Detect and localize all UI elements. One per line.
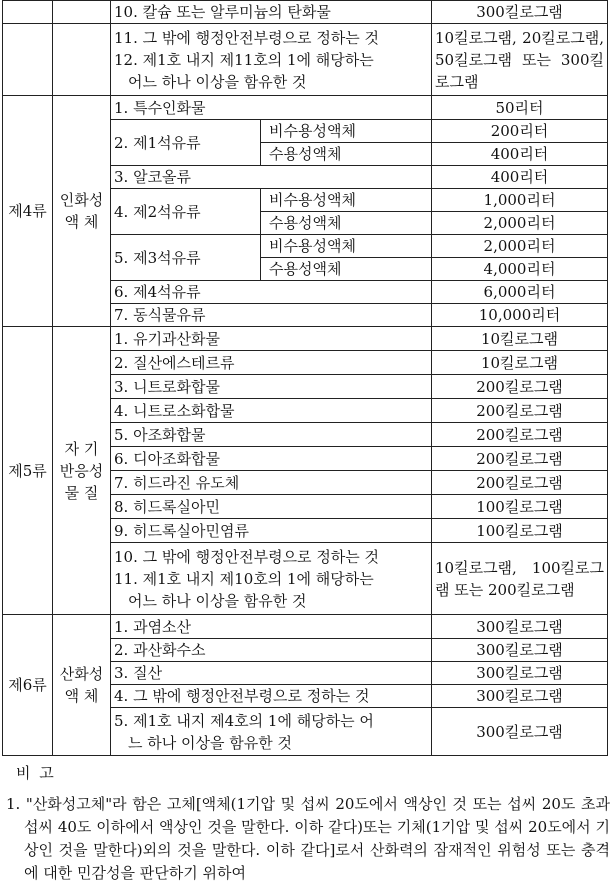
item-amount: 200킬로그램 bbox=[432, 447, 608, 471]
item-label: 2. 제1석유류 bbox=[111, 120, 261, 166]
item-amount: 2,000리터 bbox=[432, 212, 608, 235]
class-name-line: 자 기 bbox=[64, 439, 99, 458]
item-label: 9. 히드록실아민염류 bbox=[111, 519, 432, 543]
item-label: 2. 질산에스테르류 bbox=[111, 351, 432, 375]
item-label: 5. 제3석유류 bbox=[111, 235, 261, 281]
sub-item-label: 수용성액체 bbox=[261, 258, 432, 281]
blank-name-cell bbox=[53, 24, 111, 96]
item-amount: 300킬로그램 bbox=[432, 1, 608, 24]
item-label: 7. 동식물유류 bbox=[111, 304, 432, 327]
class-name bbox=[53, 615, 111, 756]
item-label: 4. 니트로소화합물 bbox=[111, 399, 432, 423]
item-amount: 100킬로그램 bbox=[432, 495, 608, 519]
notes-title: 비 고 bbox=[16, 764, 56, 782]
blank-class-cell bbox=[3, 24, 53, 96]
item-label: 10. 칼슘 또는 알루미늄의 탄화물 bbox=[111, 1, 432, 24]
item-amount: 10킬로그램, 100킬로그램 또는 200킬로그램 bbox=[432, 543, 608, 615]
class-name-line: 액 체 bbox=[64, 687, 99, 705]
sub-item-label: 비수용성액체 bbox=[261, 235, 432, 258]
item-amount: 10킬로그램 bbox=[432, 351, 608, 375]
item-label-multiline bbox=[111, 708, 432, 756]
class-name bbox=[53, 96, 111, 327]
item-amount: 400리터 bbox=[432, 143, 608, 166]
item-label: 3. 니트로화합물 bbox=[111, 375, 432, 399]
item-label: 1. 유기과산화물 bbox=[111, 327, 432, 351]
item-amount: 2,000리터 bbox=[432, 235, 608, 258]
item-amount: 1,000리터 bbox=[432, 189, 608, 212]
item-amount: 300킬로그램 bbox=[432, 685, 608, 708]
item-amount: 300킬로그램 bbox=[432, 639, 608, 662]
item-amount: 200킬로그램 bbox=[432, 375, 608, 399]
item-amount: 300킬로그램 bbox=[432, 615, 608, 639]
item-amount: 300킬로그램 bbox=[432, 708, 608, 756]
blank-class-cell bbox=[3, 1, 53, 24]
item-amount: 10킬로그램 bbox=[432, 327, 608, 351]
item-amount: 400리터 bbox=[432, 166, 608, 189]
item-label-line: 11. 제1호 내지 제10호의 1에 해당하는 bbox=[114, 569, 374, 588]
item-label: 6. 제4석유류 bbox=[111, 281, 432, 304]
item-label: 4. 그 밖에 행정안전부령으로 정하는 것 bbox=[111, 685, 432, 708]
item-label: 3. 알코올류 bbox=[111, 166, 432, 189]
item-amount: 100킬로그램 bbox=[432, 519, 608, 543]
sub-item-label: 수용성액체 bbox=[261, 143, 432, 166]
class-name bbox=[53, 327, 111, 615]
class-name-line: 인화성 bbox=[59, 191, 104, 209]
blank-name-cell bbox=[53, 1, 111, 24]
item-amount: 50리터 bbox=[432, 96, 608, 120]
notes-section bbox=[0, 762, 610, 885]
sub-item-label: 비수용성액체 bbox=[261, 189, 432, 212]
class-name-line: 액 체 bbox=[64, 213, 99, 231]
item-amount: 200킬로그램 bbox=[432, 399, 608, 423]
class-name-line: 산화성 bbox=[59, 665, 104, 683]
item-amount: 6,000리터 bbox=[432, 281, 608, 304]
item-label-multiline bbox=[111, 24, 432, 96]
class-name-line: 반응성 bbox=[59, 461, 104, 480]
item-amount: 300킬로그램 bbox=[432, 662, 608, 685]
item-label: 2. 과산화수소 bbox=[111, 639, 432, 662]
item-amount: 200킬로그램 bbox=[432, 471, 608, 495]
item-label-line: 어느 하나 이상을 함유한 것 bbox=[128, 72, 307, 91]
item-label-line: 10. 그 밖에 행정안전부령으로 정하는 것 bbox=[114, 547, 380, 566]
item-label: 3. 질산 bbox=[111, 662, 432, 685]
hazardous-materials-table bbox=[2, 0, 608, 756]
class-name-line: 물 질 bbox=[64, 483, 99, 502]
item-label-line: 12. 제1호 내지 제11호의 1에 해당하는 bbox=[114, 50, 374, 69]
item-label-line: 11. 그 밖에 행정안전부령으로 정하는 것 bbox=[114, 28, 380, 47]
item-label: 1. 과염소산 bbox=[111, 615, 432, 639]
item-amount: 10,000리터 bbox=[432, 304, 608, 327]
item-label-line: 5. 제1호 내지 제4호의 1에 해당하는 어 bbox=[114, 711, 374, 730]
note-item: 1. "산화성고체"라 함은 고체[액체(1기압 및 섭씨 20도에서 액상인 것 또는 섭씨 20도 초과 섭씨 40도 이하에서 액상인 것을 말한다. 이하 같다)또는 기체(1기압 및 섭씨 20도에서 기상인 것을 말한다)외의 것을 말한다. 이하 같다]로서 산화력의 잠재적인 위험성 또는 충격에 대한 민감성을 판단하기 위하여 bbox=[6, 795, 610, 882]
class-number: 제4류 bbox=[3, 96, 53, 327]
item-label-line: 어느 하나 이상을 함유한 것 bbox=[128, 591, 307, 610]
item-amount: 200킬로그램 bbox=[432, 423, 608, 447]
item-label-line: 느 하나 이상을 함유한 것 bbox=[128, 733, 292, 752]
item-amount: 200리터 bbox=[432, 120, 608, 143]
item-label: 6. 디아조화합물 bbox=[111, 447, 432, 471]
item-label: 8. 히드록실아민 bbox=[111, 495, 432, 519]
class-number: 제6류 bbox=[3, 615, 53, 756]
class-number: 제5류 bbox=[3, 327, 53, 615]
item-amount: 4,000리터 bbox=[432, 258, 608, 281]
item-label: 7. 히드라진 유도체 bbox=[111, 471, 432, 495]
sub-item-label: 비수용성액체 bbox=[261, 120, 432, 143]
item-label: 5. 아조화합물 bbox=[111, 423, 432, 447]
item-amount: 10킬로그램, 20킬로그램, 50킬로그램 또는 300킬로그램 bbox=[432, 24, 608, 96]
item-label-multiline bbox=[111, 543, 432, 615]
item-label: 4. 제2석유류 bbox=[111, 189, 261, 235]
sub-item-label: 수용성액체 bbox=[261, 212, 432, 235]
item-label: 1. 특수인화물 bbox=[111, 96, 432, 120]
